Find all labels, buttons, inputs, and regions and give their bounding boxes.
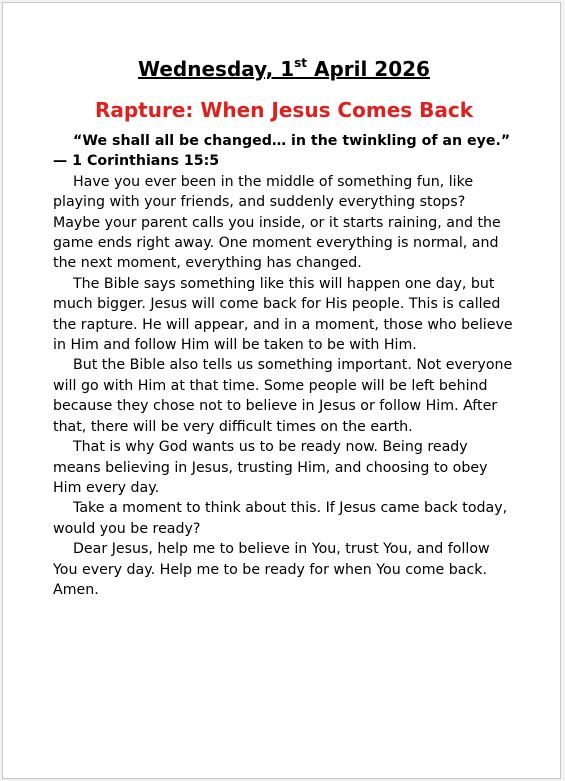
paragraph-5: Take a moment to think about this. If Jesus came back today, would you be ready? bbox=[53, 500, 508, 537]
paragraph-2: The Bible says something like this will happen one day, but much bigger. Jesus will come back for His people. This is called the rapture. He will appear, and in a moment, those who believe in Him and follow Him will be taken to be with Him. bbox=[53, 275, 513, 354]
bible-verse: “We shall all be changed… in the twinkling of an eye.” — 1 Corinthians 15:5 bbox=[53, 133, 511, 170]
paragraph-1: Have you ever been in the middle of something fun, like playing with your friends, and suddenly everything stops? Maybe your parent calls you inside, or it starts raining, and the game ends right away. One moment everything is normal, and the next moment, everything has changed. bbox=[53, 173, 501, 272]
paragraph-3: But the Bible also tells us something important. Not everyone will go with Him at that time. Some people will be left behind because they chose not to believe in Jesus or follow Him. After that, there will be very difficult times on the earth. bbox=[53, 357, 513, 435]
date-ordinal-suffix: st bbox=[294, 56, 307, 70]
document-page bbox=[2, 2, 561, 779]
paragraph-4: That is why God wants us to be ready now. Being ready means believing in Jesus, trusting Him, and choosing to obey Him every day. bbox=[53, 439, 488, 496]
date-heading bbox=[53, 57, 515, 81]
prayer-paragraph: Dear Jesus, help me to believe in You, trust You, and follow You every day. Help me to be ready for when You come back. Amen. bbox=[53, 541, 490, 598]
devotional-body bbox=[53, 131, 515, 600]
date-weekday-day: Wednesday, 1 bbox=[138, 57, 295, 81]
date-month-year: April 2026 bbox=[307, 57, 430, 81]
page-title: Rapture: When Jesus Comes Back bbox=[94, 98, 474, 122]
